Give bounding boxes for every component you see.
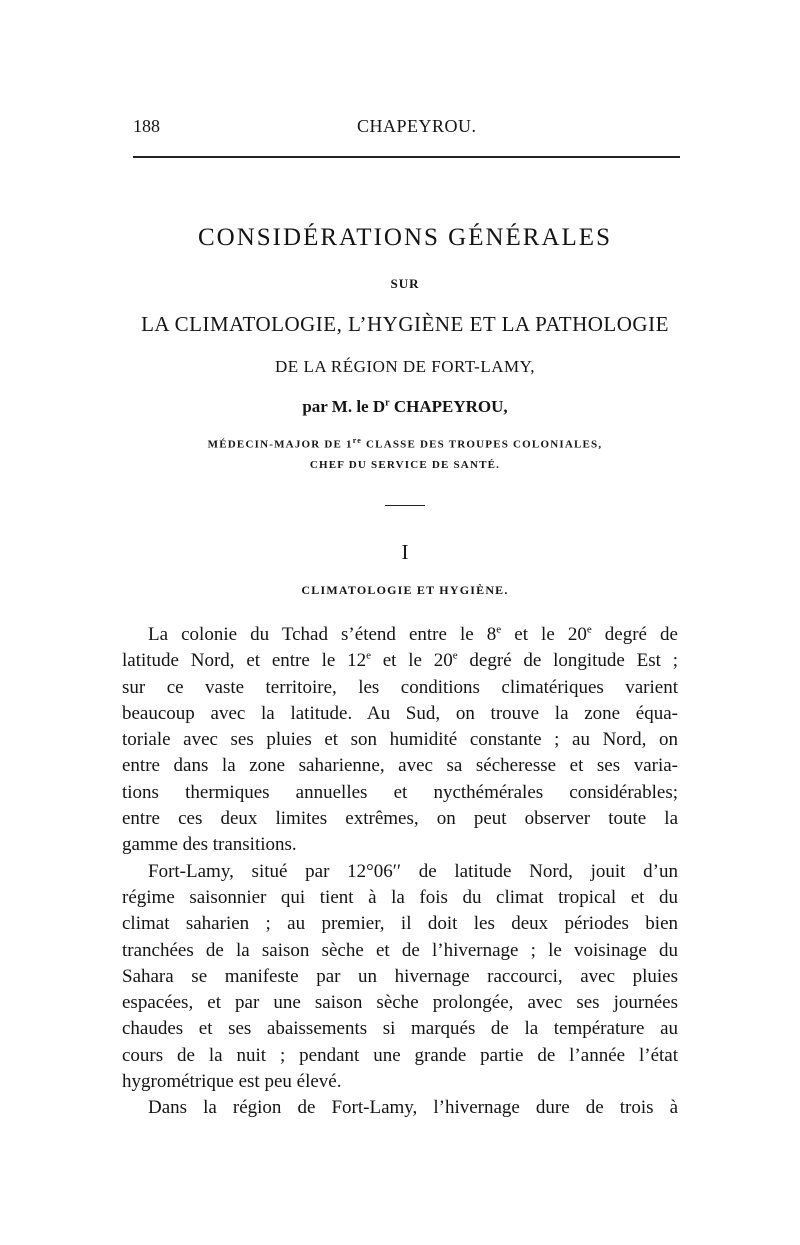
text-span: latitude Nord, et entre le 12 <box>122 650 367 672</box>
section-heading: CLIMATOLOGIE ET HYGIÈNE. <box>301 583 509 597</box>
text-line: climat saharien ; au premier, il doit les deux périodes bien <box>122 913 678 935</box>
ordinal-sup: e <box>366 649 371 662</box>
ordinal-sup: e <box>586 623 592 636</box>
section-number: I <box>401 540 409 564</box>
affiliation-rank: MÉDECIN-MAJOR DE 1 <box>207 438 353 451</box>
body-text <box>122 622 678 1122</box>
text-line: Dans la région de Fort-Lamy, l’hivernage dure de trois à <box>148 1097 678 1119</box>
ordinal-sup: e <box>496 623 502 636</box>
author-line <box>100 397 710 417</box>
text-span: La colonie du Tchad s’étend entre le 8 <box>148 624 497 645</box>
page-number: 188 <box>133 116 160 136</box>
text-line: cours de la nuit ; pendant une grande partie de l’année l’état <box>122 1044 678 1066</box>
text-line: tions thermiques annuelles et nycthémérales considérables; <box>122 781 678 803</box>
text-span: degré de <box>591 624 678 645</box>
text-line: hygrométrique est peu élevé. <box>122 1071 342 1093</box>
text-span: degré de longitude Est ; <box>457 650 678 672</box>
article-subtitle: LA CLIMATOLOGIE, L’HYGIÈNE ET LA PATHOLOGIE <box>141 312 669 336</box>
text-line: beaucoup avec la latitude. Au Sud, on trouve la zone équa- <box>122 702 678 724</box>
text-line: gamme des transitions. <box>122 834 297 856</box>
text-line: Sahara se manifeste par un hivernage raccourci, avec pluies <box>122 965 678 987</box>
text-line <box>122 622 678 648</box>
author-affiliation-2: CHEF DU SERVICE DE SANTÉ. <box>309 459 501 471</box>
author-title-sup: r <box>385 397 390 409</box>
ordinal-sup: e <box>452 649 458 662</box>
text-span: et le 20 <box>501 624 587 645</box>
text-line: chaudes et ses abaissements si marqués de la température au <box>122 1018 678 1040</box>
running-head <box>133 116 680 138</box>
text-span: et le 20 <box>370 650 453 672</box>
text-line <box>122 648 678 674</box>
text-line: tranchées de la saison sèche et de l’hivernage ; le voisinage du <box>122 939 678 961</box>
running-title: CHAPEYROU. <box>357 116 477 136</box>
text-line: régime saisonnier qui tient à la fois du climat tropical et du <box>122 886 678 908</box>
text-line: Fort-Lamy, situé par 12°06′′ de latitude Nord, jouit d’un <box>148 860 678 882</box>
affiliation-sup: re <box>352 436 363 445</box>
article-title: CONSIDÉRATIONS GÉNÉRALES <box>198 224 612 251</box>
section-divider <box>385 505 425 506</box>
author-name: CHAPEYROU, <box>389 397 508 416</box>
article-region: DE LA RÉGION DE FORT-LAMY, <box>275 357 535 376</box>
author-prefix: par M. le D <box>302 397 386 416</box>
text-line: sur ce vaste territoire, les conditions climatériques varient <box>122 676 678 698</box>
text-line: entre ces deux limites extrêmes, on peut observer toute la <box>122 808 678 830</box>
header-rule <box>133 156 680 158</box>
text-line: entre dans la zone saharienne, avec sa sécheresse et ses varia- <box>122 755 678 777</box>
text-line: espacées, et par une saison sèche prolongée, avec ses journées <box>122 992 678 1014</box>
text-line: toriale avec ses pluies et son humidité constante ; au Nord, on <box>122 729 678 751</box>
author-affiliation-1 <box>100 436 710 451</box>
article-title-connector: SUR <box>390 276 420 291</box>
affiliation-class: CLASSE DES TROUPES COLONIALES, <box>362 438 603 451</box>
